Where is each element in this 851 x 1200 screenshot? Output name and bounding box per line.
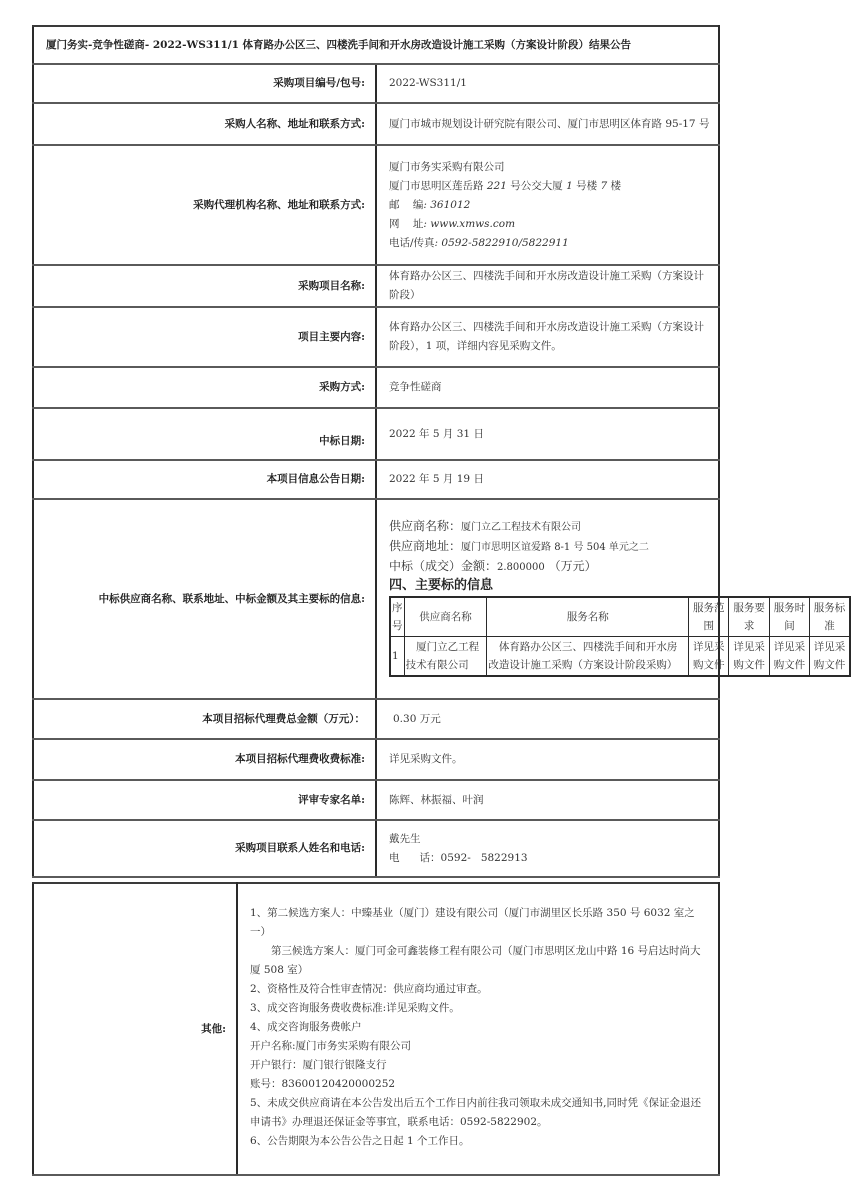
contact-phone: 0592- 5822913 [440,851,528,864]
method-label: 采购方式: [33,367,376,408]
row-others [33,883,719,1175]
row-project-no [33,64,719,103]
header-service-requirement: 服务要求 [729,597,769,637]
winner-address-line [389,537,710,557]
contact-label: 采购项目联系人姓名和电话: [33,820,376,877]
table-row [390,637,850,677]
others-value [237,883,719,1175]
row-project-name [33,265,719,307]
agency-website [389,215,710,234]
row-publish-date [33,460,719,499]
row-agency-fee-total [33,699,719,739]
others-label: 其他: [33,883,237,1175]
winner-name-label: 供应商名称： [389,519,462,533]
main-content-value: 体育路办公区三、四楼洗手间和开水房改造设计施工采购（方案设计阶段），1 项，详细内容见采购文件。 [376,307,719,367]
project-name-value: 体育路办公区三、四楼洗手间和开水房改造设计施工采购（方案设计阶段） [376,265,719,307]
header-service-time: 服务时间 [769,597,809,637]
winner-name: 厦门立乙工程技术有限公司 [461,522,582,533]
purchaser-label: 采购人名称、地址和联系方式: [33,103,376,145]
agency-phone [389,234,710,253]
row-main-content [33,307,719,367]
main-subject-title: 四、主要标的信息 [389,578,494,593]
cell-service-standard: 详见采购文件 [810,637,850,677]
row-award-date [33,408,719,460]
announcement-title: 厦门务实-竞争性磋商- 2022-WS311/1 体育路办公区三、四楼洗手间和开水房改造设计施工采购（方案设计阶段）结果公告 [33,26,719,64]
header-seq: 序号 [390,597,404,637]
postcode-value: : 361012 [423,198,471,211]
others-line: 1、第二候选方案人：中臻基业（厦门）建设有限公司（厦门市湖里区长乐路 350 号 6032 室之一） [250,906,695,938]
cell-service-requirement: 详见采购文件 [729,637,769,677]
contact-value [376,820,719,877]
winner-label: 中标供应商名称、联系地址、中标金额及其主要标的信息: [33,499,376,699]
publish-date-value: 2022 年 5 月 19 日 [376,460,719,499]
agency-fee-total-value: 0.30 万元 [376,699,719,739]
agency-address-part: 号楼 [572,179,601,192]
main-subject-table [389,596,851,677]
project-name-label: 采购项目名称: [33,265,376,307]
award-date-label: 中标日期: [33,408,376,460]
others-line: 开户银行：厦门银行银隆支行 [250,1058,387,1071]
row-contact [33,820,719,877]
row-purchaser [33,103,719,145]
cell-seq: 1 [390,637,404,677]
agency-value [376,145,719,265]
method-value: 竞争性磋商 [376,367,719,408]
header-service-scope: 服务范围 [689,597,729,637]
winner-address-label: 供应商地址： [389,539,462,553]
project-no-value: 2022-WS311/1 [376,64,719,103]
row-agency-fee-standard [33,739,719,780]
others-table [32,882,720,1176]
agency-postcode [389,196,710,215]
others-line: 账号：83600120420000252 [250,1077,396,1090]
contact-phone-line [389,849,710,868]
agency-address [389,177,710,196]
winner-amount-line [389,557,710,577]
winner-name-line [389,517,710,537]
others-line: 开户名称:厦门市务实采购有限公司 [250,1039,412,1052]
others-line: 6、公告期限为本公告公告之日起 1 个工作日。 [250,1134,470,1147]
agency-address-part: 号公交大厦 [506,179,567,192]
announcement-table [32,25,846,878]
agency-name: 厦门市务实采购有限公司 [389,160,505,173]
phone-value: : 0592-5822910/5822911 [434,236,569,249]
phone-label: 电话/传真 [389,236,435,249]
row-winner [33,499,719,699]
cell-service-name: 体育路办公区三、四楼洗手间和开水房改造设计施工采购（方案设计阶段采购） [487,637,689,677]
others-line: 3、成交咨询服务费收费标准:详见采购文件。 [250,1001,460,1014]
winner-address: 厦门市思明区谊爱路 8-1 号 504 单元之二 [461,542,649,553]
experts-value: 陈辉、林振福、叶润 [376,780,719,820]
cell-service-scope: 详见采购文件 [689,637,729,677]
postcode-label: 邮 编 [389,198,424,211]
award-date-value: 2022 年 5 月 31 日 [376,408,719,460]
others-line: 4、成交咨询服务费帐户 [250,1020,362,1033]
row-agency [33,145,719,265]
header-service-standard: 服务标准 [810,597,850,637]
agency-address-number: 1 [566,179,573,192]
others-line: 2、资格性及符合性审查情况：供应商均通过审查。 [250,982,488,995]
contact-phone-label: 电 话： [389,851,441,864]
header-service-name: 服务名称 [487,597,689,637]
cell-service-time: 详见采购文件 [769,637,809,677]
winner-amount: 2.800000 [497,562,545,573]
agency-fee-total-label: 本项目招标代理费总金额（万元）： [33,699,376,739]
winner-amount-label: 中标（成交）金额： [389,559,498,573]
publish-date-label: 本项目信息公告日期: [33,460,376,499]
agency-fee-standard-value: 详见采购文件。 [376,739,719,780]
purchaser-value: 厦门市城市规划设计研究院有限公司、厦门市思明区体育路 95-17 号 [376,103,719,145]
agency-address-number: 7 [600,179,608,192]
agency-label: 采购代理机构名称、地址和联系方式: [33,145,376,265]
project-no-label: 采购项目编号/包号: [33,64,376,103]
contact-name: 戴先生 [389,832,421,845]
winner-value [376,499,846,699]
agency-address-part: 厦门市思明区莲岳路 [389,179,487,192]
title-row [33,26,719,64]
winner-amount-unit: （万元） [548,559,597,573]
row-method [33,367,719,408]
subject-table-header [390,597,850,637]
agency-address-number: 221 [486,179,507,192]
cell-supplier: 厦门立乙工程技术有限公司 [404,637,487,677]
row-experts [33,780,719,820]
website-label: 网 址 [389,217,424,230]
agency-address-part: 楼 [607,179,621,192]
agency-fee-standard-label: 本项目招标代理费收费标准: [33,739,376,780]
header-supplier: 供应商名称 [404,597,487,637]
website-link[interactable]: : www.xmws.com [423,217,516,230]
main-content-label: 项目主要内容: [33,307,376,367]
others-line: 第三候选方案人：厦门可金可鑫装修工程有限公司（厦门市思明区龙山中路 16 号启达时尚大厦 508 室） [250,944,701,976]
others-line: 5、未成交供应商请在本公告发出后五个工作日内前往我司领取未成交通知书,同时凭《保证金退还申请书》办理退还保证金等事宜，联系电话：0592-5822902。 [250,1096,702,1128]
experts-label: 评审专家名单: [33,780,376,820]
